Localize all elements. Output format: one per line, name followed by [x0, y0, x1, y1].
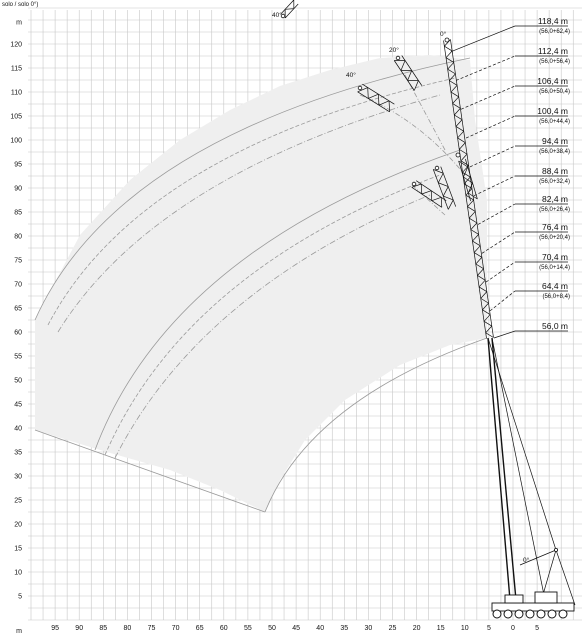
boom-length-label: 56,0 m [542, 321, 568, 331]
boom-combination-label: (56,0+50,4) [539, 89, 570, 95]
boom-config-label [474, 166, 570, 196]
y-tick-label: 55 [14, 353, 22, 361]
boom-combination-label: (56,0+44,4) [539, 119, 570, 125]
jib-lower-pin-b [412, 182, 416, 186]
carrier-wheel [559, 610, 567, 618]
boom-config-label [466, 106, 570, 138]
y-tick-label: 35 [14, 449, 22, 457]
envelope-area [35, 55, 487, 512]
boom-config-label [470, 136, 570, 167]
x-tick-label: 60 [219, 625, 228, 632]
carrier-wheel [504, 610, 512, 618]
jib-20-pin [396, 56, 400, 60]
x-axis-unit: m [16, 628, 22, 635]
y-tick-label: 75 [14, 257, 22, 265]
boom-combination-label: (56,0+8,4) [542, 294, 570, 300]
boom-combination-label: (56,0+32,4) [539, 179, 570, 185]
boom-length-label: 100,4 m [537, 106, 568, 116]
x-tick-label: 25 [388, 625, 397, 632]
working-range-envelope [35, 55, 487, 512]
y-tick-label: 90 [14, 185, 22, 193]
x-tick-label: 80 [123, 625, 132, 632]
boom-length-label: 112,4 m [537, 46, 568, 56]
superstructure [505, 595, 523, 603]
x-tick-label: 40 [316, 625, 325, 632]
y-tick-label: 115 [10, 65, 22, 73]
y-tick-label: 65 [14, 305, 22, 313]
x-tick-label: 30 [364, 625, 373, 632]
boom-combination-label: (56,0+62,4) [539, 29, 570, 35]
y-tick-label: 60 [14, 329, 22, 337]
boom-combination-label: (56,0+20,4) [539, 235, 570, 241]
x-tick-label: 75 [147, 625, 156, 632]
y-tick-label: 120 [10, 41, 22, 49]
x-tick-label: 5 [486, 625, 491, 632]
x-tick-label: 65 [195, 625, 204, 632]
boom-combination-label: (56,0+14,4) [539, 265, 570, 271]
y-tick-label: 5 [18, 593, 22, 601]
boom-length-label: 70,4 m [542, 252, 568, 262]
boom-config-label [494, 321, 568, 338]
counterweight [535, 592, 557, 603]
carrier-wheel [548, 610, 556, 618]
y-tick-label: 70 [14, 281, 22, 289]
derrick-tip-pin [554, 548, 557, 551]
jib-angle-label: 20° [389, 47, 399, 54]
boom-combination-label: (56,0+38,4) [539, 149, 570, 155]
x-tick-label: 10 [460, 625, 469, 632]
main-boom-right-edge [492, 338, 516, 600]
boom-length-label: 64,4 m [542, 281, 568, 291]
y-tick-label: 40 [14, 425, 22, 433]
carrier-wheel [515, 610, 523, 618]
boom-length-label: 118,4 m [537, 16, 568, 26]
y-tick-label: 100 [10, 137, 22, 145]
x-tick-label: 0 [511, 625, 515, 632]
y-tick-label: 15 [14, 545, 22, 553]
base-angle-label: 0° [523, 557, 530, 564]
y-tick-label: 110 [10, 89, 22, 97]
boom-length-label: 76,4 m [542, 222, 568, 232]
boom-length-label: 88,4 m [542, 166, 568, 176]
y-tick-label: 105 [10, 113, 22, 121]
x-tick-label: 20 [412, 625, 421, 632]
y-tick-label: 20 [14, 521, 22, 529]
boom-config-label [482, 222, 570, 253]
x-tick-label: 85 [99, 625, 108, 632]
y-tick-label: 25 [14, 497, 22, 505]
x-tick-label: 90 [75, 625, 84, 632]
y-tick-label: 80 [14, 233, 22, 241]
derrick-line-c [556, 550, 575, 605]
y-tick-label: 30 [14, 473, 22, 481]
boom-combination-label: (56,0+56,4) [539, 59, 570, 65]
jib-angle-label: 0° [440, 31, 447, 38]
boom-combination-label: (56,0+26,4) [539, 207, 570, 213]
leader-line [451, 26, 515, 52]
y-tick-label: 85 [14, 209, 22, 217]
header-note: solo / solo 0°) [2, 2, 39, 8]
x-tick-label: 70 [171, 625, 180, 632]
carrier-wheel [526, 610, 534, 618]
y-tick-label: 95 [14, 161, 22, 169]
y-tick-label: 50 [14, 377, 22, 385]
tip-118-pin [445, 38, 449, 42]
jib-angle-label: 40° [346, 72, 356, 79]
top-jib-angle: 40° [272, 12, 282, 19]
x-tick-label: 15 [436, 625, 445, 632]
x-tick-label: 95 [51, 625, 59, 632]
boom-config-label [478, 194, 570, 224]
jib-40-pin [358, 86, 362, 90]
main-boom-left-edge [488, 338, 510, 600]
boom-config-label [486, 252, 570, 282]
x-tick-label: 45 [292, 625, 300, 632]
boom-length-label: 82,4 m [542, 194, 568, 204]
y-tick-label: 45 [14, 401, 22, 409]
carrier-wheel [537, 610, 545, 618]
jib-lower-pin-a [435, 166, 439, 170]
x-tick-label: 35 [340, 625, 349, 632]
tip-94-pin [456, 153, 460, 157]
y-tick-label: 10 [14, 569, 22, 577]
x-tick-label: 5 [535, 625, 540, 632]
boom-length-label: 94,4 m [542, 136, 568, 146]
x-tick-label: 55 [244, 625, 252, 632]
y-axis-unit: m [16, 19, 22, 27]
boom-length-label: 106,4 m [537, 76, 568, 86]
carrier-wheel [493, 610, 501, 618]
x-tick-label: 50 [268, 625, 276, 632]
